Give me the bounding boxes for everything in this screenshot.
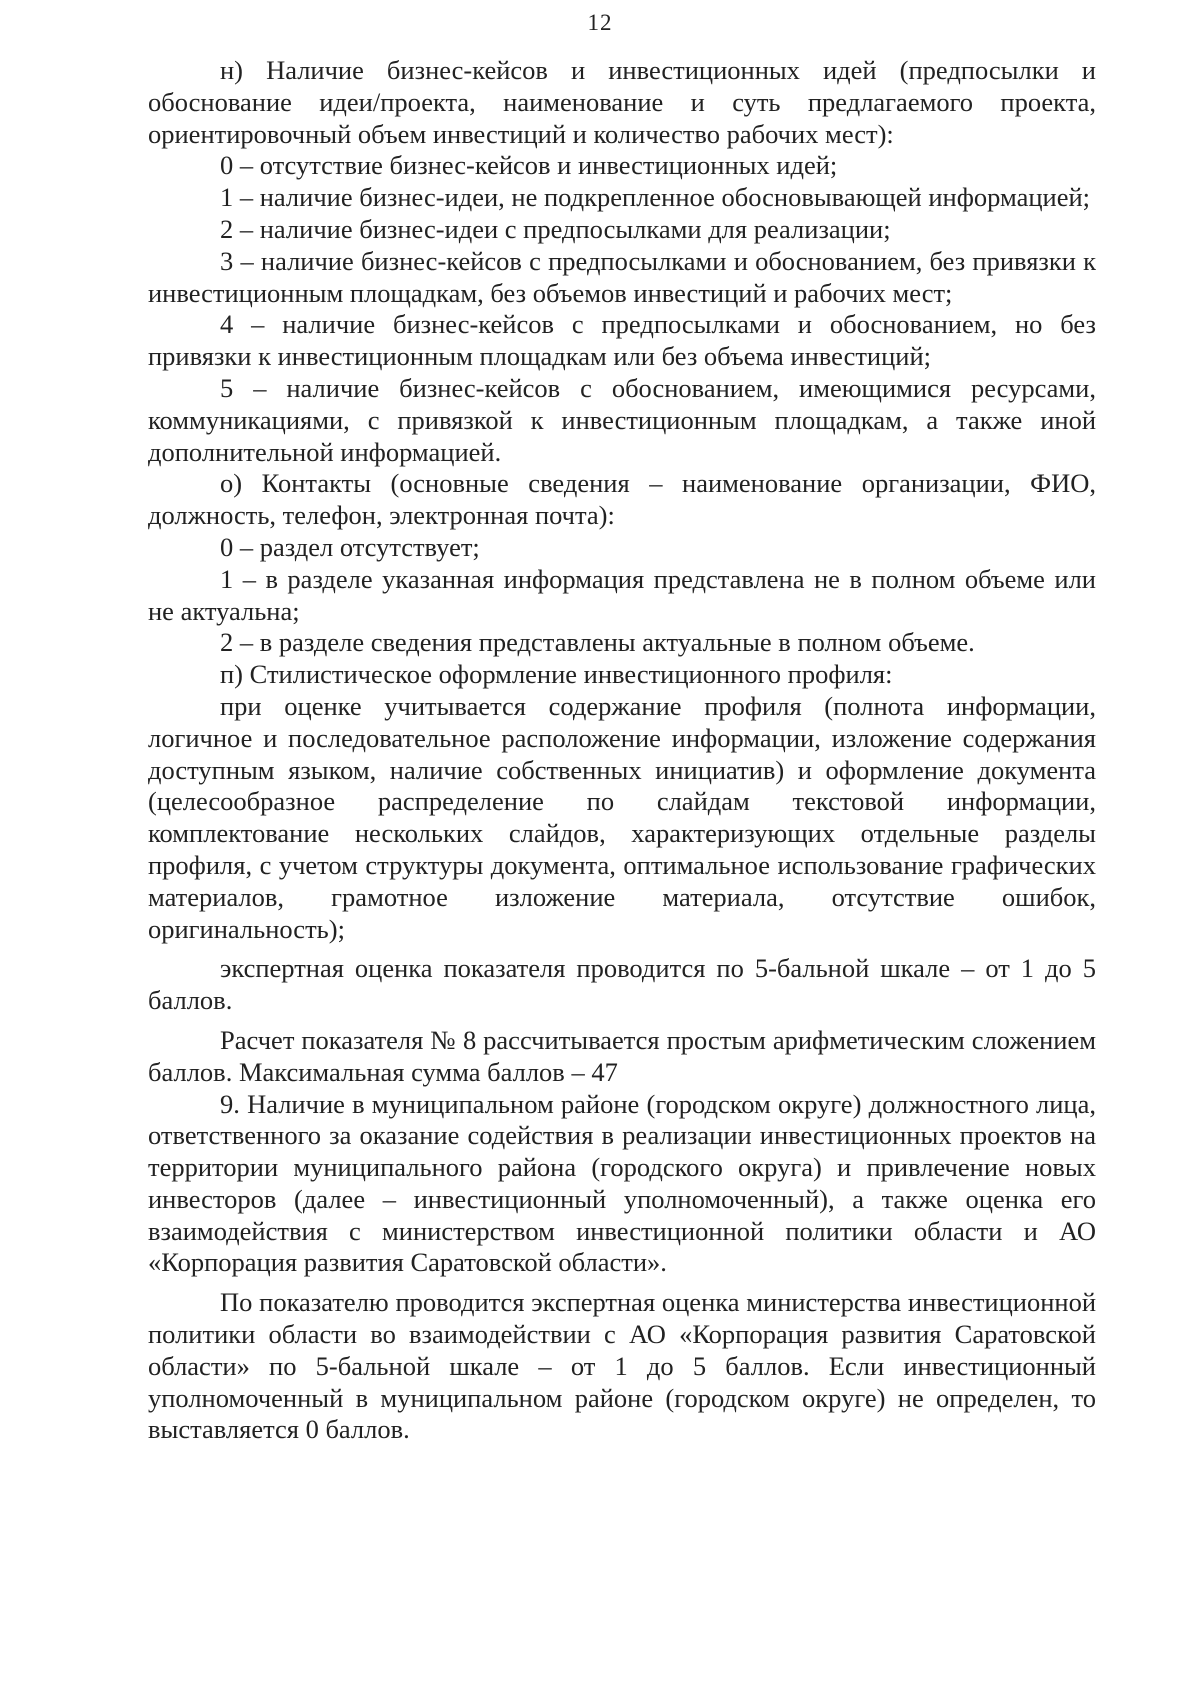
paragraph-style-criteria: при оценке учитывается содержание профиля (полнота информации, логичное и последовательное расположение информации, изложение содержания доступным языком, наличие собственных инициатив) и оформление документа (целесообразное распределение по слайдам текстовой информации, комплектование нескольких слайдов, характеризующих отдельные разделы профиля, с учетом структуры документа, оптимальное использование графических материалов, грамотное изложение материала, отсутствие ошибок, оригинальность);	[148, 690, 1096, 944]
document-body	[148, 55, 1096, 1446]
paragraph-score-4: 4 – наличие бизнес-кейсов с предпосылками и обоснованием, но без привязки к инвестиционным площадкам или без объема инвестиций;	[148, 309, 1096, 372]
paragraph-item-p: п) Стилистическое оформление инвестиционного профиля:	[220, 659, 893, 690]
paragraph-score-0: 0 – отсутствие бизнес-кейсов и инвестиционных идей;	[220, 150, 838, 181]
paragraph-contacts-score-2: 2 – в разделе сведения представлены актуальные в полном объеме.	[220, 627, 975, 658]
paragraph-score-3: 3 – наличие бизнес-кейсов с предпосылками и обоснованием, без привязки к инвестиционным площадкам, без объемов инвестиций и рабочих мест;	[148, 245, 1096, 308]
paragraph-item-n: н) Наличие бизнес-кейсов и инвестиционных идей (предпосылки и обоснование идеи/проекта, наименование и суть предлагаемого проекта, ориентировочный объем инвестиций и количество рабочих мест):	[148, 55, 1096, 149]
paragraph-item-9: 9. Наличие в муниципальном районе (городском округе) должностного лица, ответственного за оказание содействия в реализации инвестиционных проектов на территории муниципального района (городского округа) и привлечение новых инвесторов (далее – инвестиционный уполномоченный), а также оценка его взаимодействия с министерством инвестиционной политики области и АО «Корпорация развития Саратовской области».	[148, 1088, 1096, 1278]
paragraph-contacts-score-0: 0 – раздел отсутствует;	[220, 531, 480, 562]
paragraph-expert-scale: экспертная оценка показателя проводится по 5-бальной шкале – от 1 до 5 баллов.	[148, 953, 1096, 1016]
paragraph-score-5: 5 – наличие бизнес-кейсов с обоснованием, имеющимися ресурсами, коммуникациями, с привязкой к инвестиционным площадкам, а также иной дополнительной информацией.	[148, 372, 1096, 467]
paragraph-score-2: 2 – наличие бизнес-идеи с предпосылками для реализации;	[220, 213, 891, 244]
paragraph-item-o: о) Контакты (основные сведения – наименование организации, ФИО, должность, телефон, электронная почта):	[148, 468, 1096, 531]
page-number: 12	[587, 10, 613, 35]
paragraph-indicator-8-total: Расчет показателя № 8 рассчитывается простым арифметическим сложением баллов. Максимальная сумма баллов – 47	[148, 1024, 1096, 1087]
paragraph-indicator-9-assessment: По показателю проводится экспертная оценка министерства инвестиционной политики области во взаимодействии с АО «Корпорация развития Саратовской области» по 5-бальной шкале – от 1 до 5 баллов. Если инвестиционный уполномоченный в муниципальном районе (городском округе) не определен, то выставляется 0 баллов.	[148, 1287, 1096, 1445]
paragraph-score-1: 1 – наличие бизнес-идеи, не подкрепленное обосновывающей информацией;	[220, 182, 1091, 213]
paragraph-contacts-score-1: 1 – в разделе указанная информация представлена не в полном объеме или не актуальна;	[148, 563, 1096, 626]
